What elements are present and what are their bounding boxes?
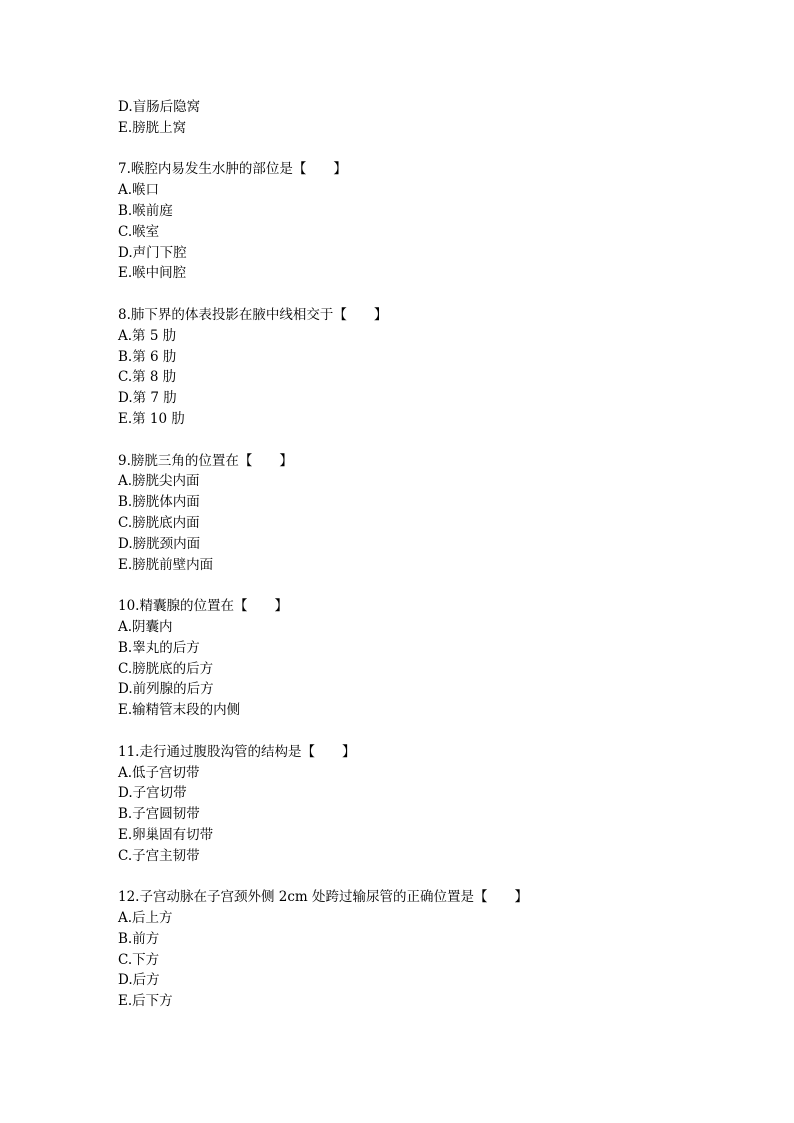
option-line: A.后上方 [118,910,173,927]
option-line: E.输精管末段的内侧 [118,702,241,719]
question-stem: 9.膀胱三角的位置在【 】 [118,452,293,469]
question-stem: 11.走行通过腹股沟管的结构是【 】 [118,743,356,760]
option-line: C.喉室 [118,223,160,240]
option-line: E.后下方 [118,993,173,1010]
spacer [118,430,738,451]
question-stem: 8.肺下界的体表投影在腋中线相交于【 】 [118,306,388,323]
option-line: C.子宫主韧带 [118,847,200,864]
document-page [118,97,738,1012]
option-line: E.喉中间腔 [118,265,187,282]
spacer [118,284,738,305]
option-line: A.低子宫切带 [118,764,200,781]
spacer [118,575,738,596]
spacer [118,866,738,887]
option-line: A.膀胱尖内面 [118,473,200,490]
question-stem: 7.喉腔内易发生水肿的部位是【 】 [118,161,347,178]
option-line: E.卵巢固有切带 [118,826,214,843]
question-stem: 12.子宫动脉在子宫颈外侧 2cm 处跨过输尿管的正确位置是【 】 [118,889,529,906]
option-line: C.下方 [118,951,160,968]
option-line: C.膀胱底的后方 [118,660,214,677]
option-line: D.子宫切带 [118,785,187,802]
option-line: C.膀胱底内面 [118,514,200,531]
option-line: E.第 10 肋 [118,410,185,427]
option-line: E.膀胱前壁内面 [118,556,214,573]
option-line: B.睾丸的后方 [118,639,200,656]
option-line: A.阴囊内 [118,618,173,635]
option-line: D.膀胱颈内面 [118,535,201,552]
option-line: D.盲肠后隐窝 [118,99,201,115]
option-line: B.膀胱体内面 [118,494,200,511]
spacer [118,721,738,742]
option-line: B.第 6 肋 [118,348,177,365]
option-line: D.后方 [118,972,160,989]
option-line: D.声门下腔 [118,244,187,261]
option-line: A.喉口 [118,182,160,199]
option-line: D.第 7 肋 [118,390,177,407]
question-stem: 10.精囊腺的位置在【 】 [118,598,288,615]
option-line: B.前方 [118,930,160,947]
option-line: D.前列腺的后方 [118,681,214,698]
option-line: B.子宫圆韧带 [118,806,200,823]
option-line: B.喉前庭 [118,202,173,219]
option-line: E.膀胱上窝 [118,119,187,136]
option-line: C.第 8 肋 [118,369,177,386]
option-line: A.第 5 肋 [118,327,177,344]
spacer [118,139,738,160]
